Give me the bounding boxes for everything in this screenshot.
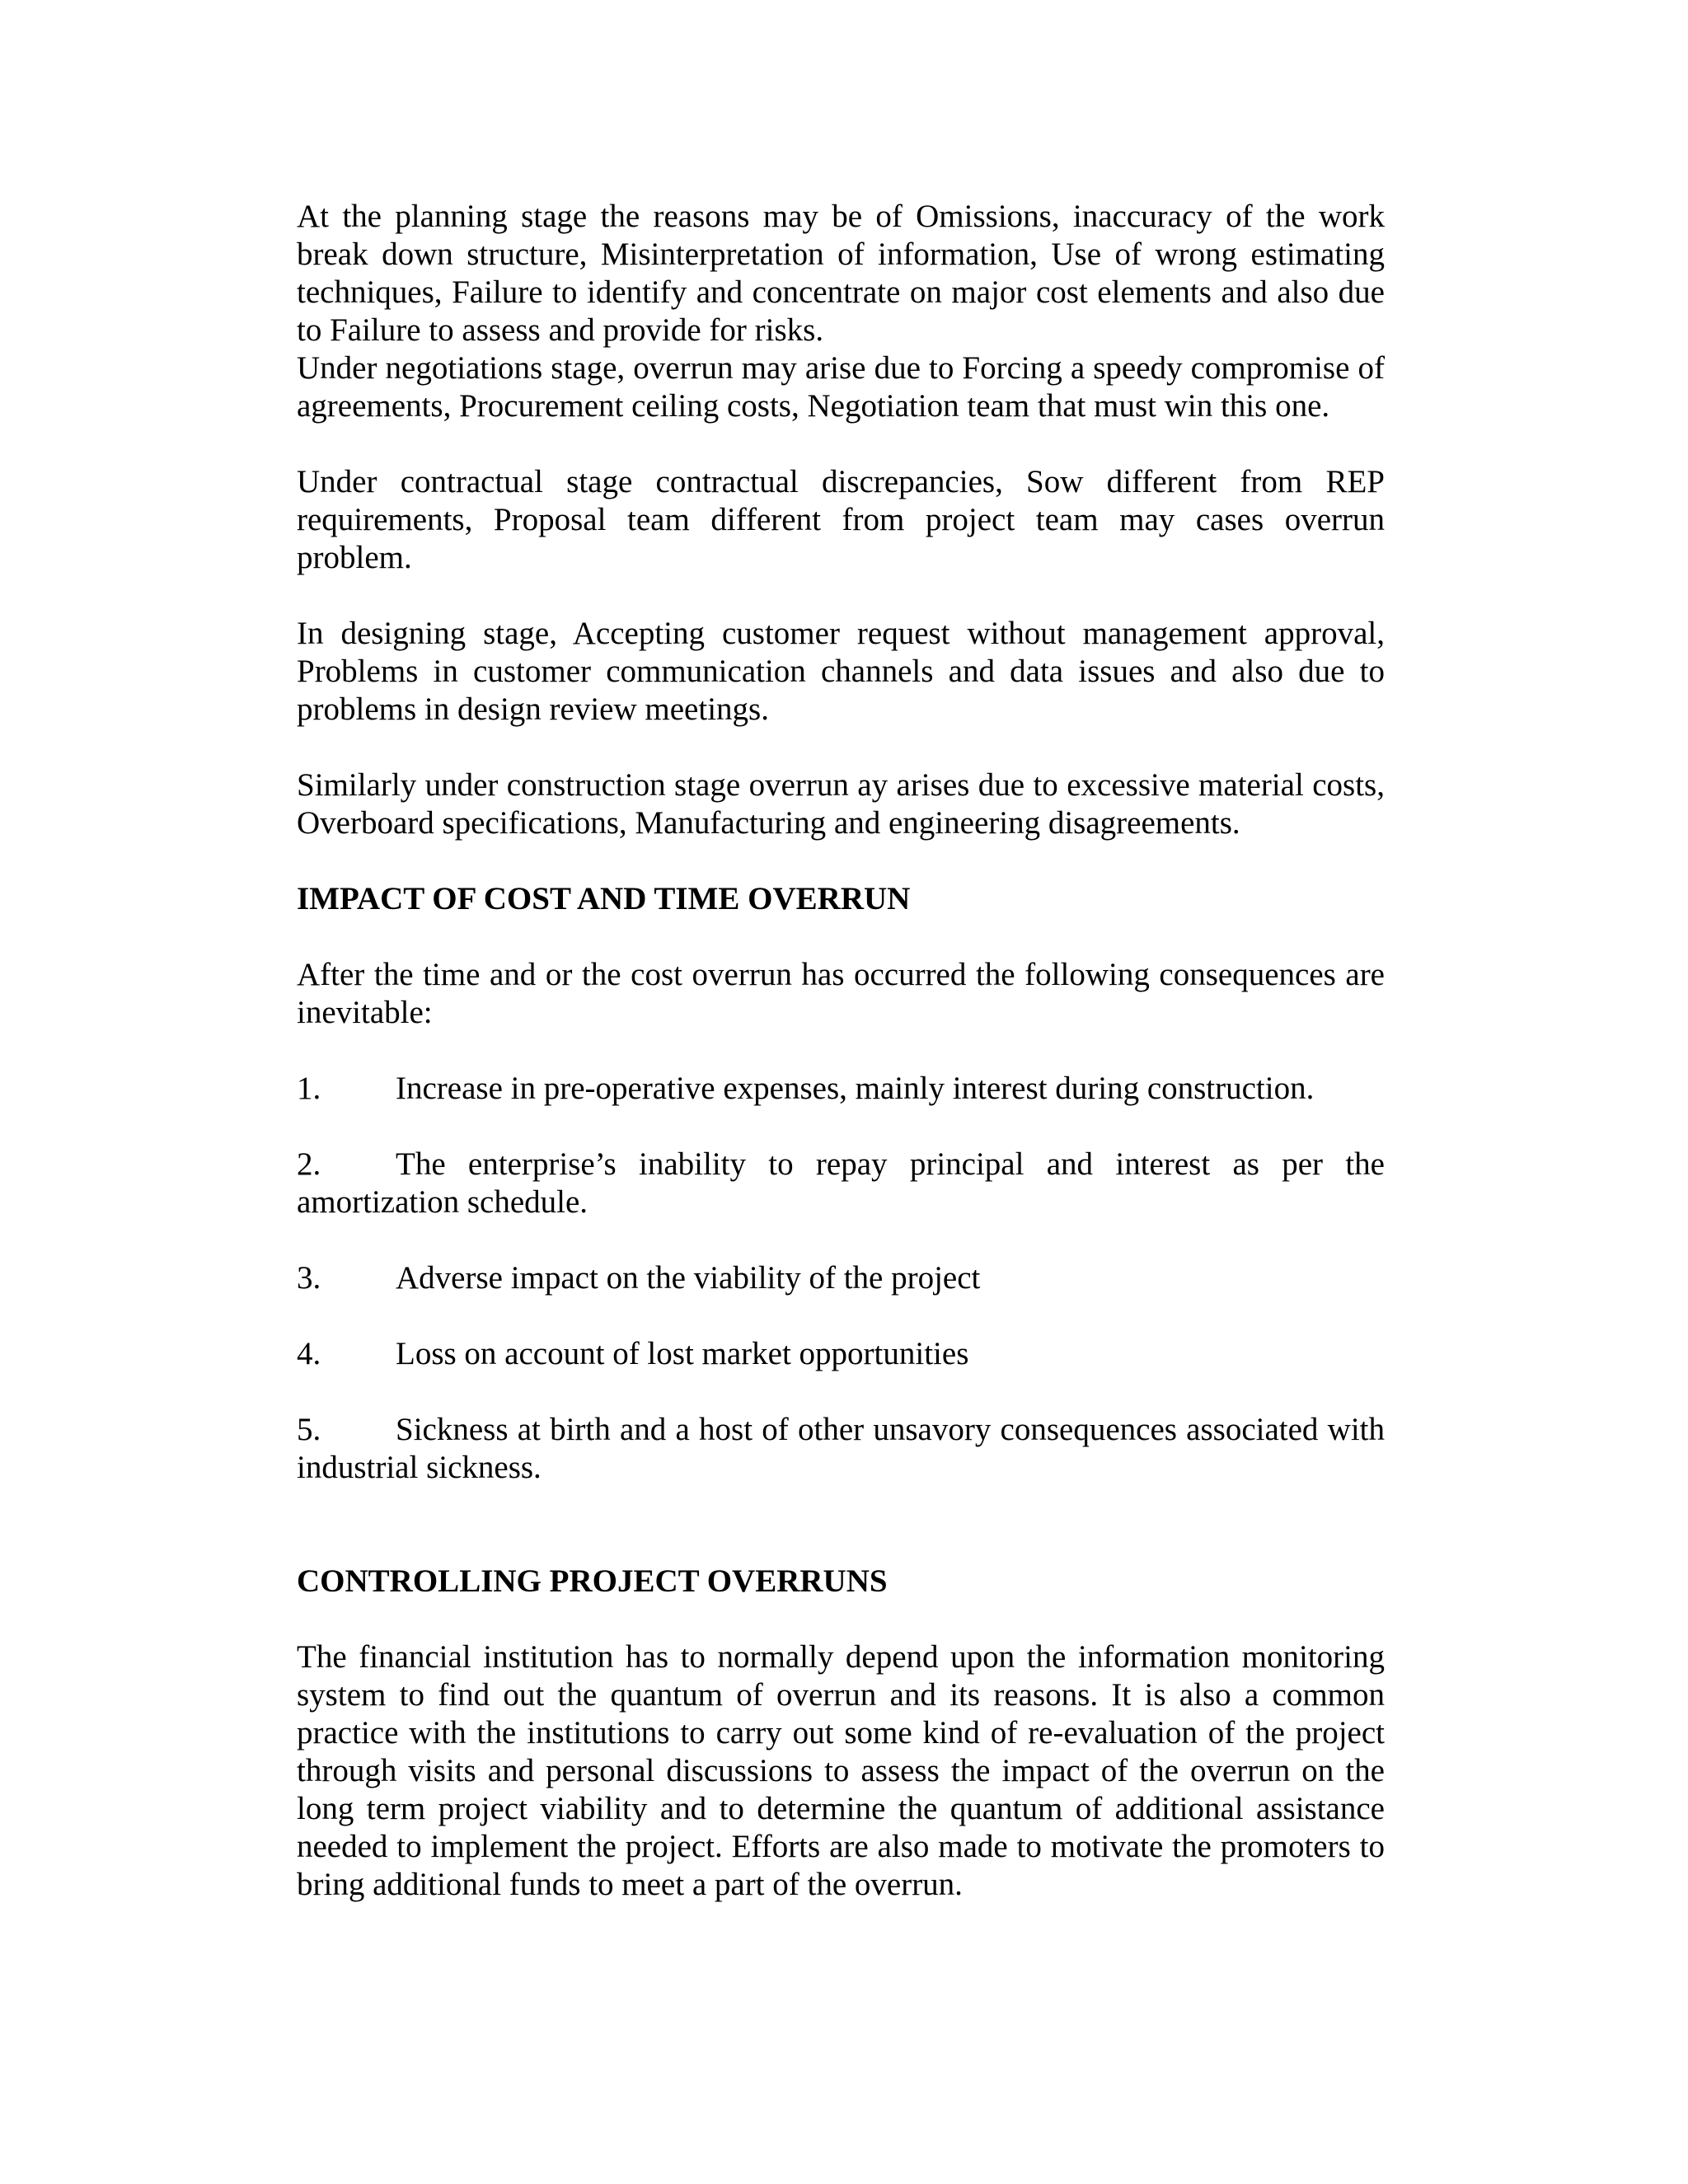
paragraph-negotiations-stage: Under negotiations stage, overrun may arise due to Forcing a speedy compromise of agreements, Procurement ceiling costs, Negotiation team that must win this one. (297, 350, 1385, 424)
paragraph-construction-stage: Similarly under construction stage overrun ay arises due to excessive material costs, Overboard specifications, Manufacturing and engineering disagreements. (297, 767, 1385, 841)
consequence-item-3 (297, 1259, 1385, 1297)
consequence-item-2 (297, 1146, 1385, 1221)
document-body (297, 198, 1385, 1904)
list-text: Sickness at birth and a host of other unsavory consequences associated with industrial sickness. (297, 1412, 1385, 1485)
controlling-heading: CONTROLLING PROJECT OVERRUNS (297, 1563, 888, 1599)
consequence-item-4 (297, 1335, 1385, 1373)
list-text: Loss on account of lost market opportunities (396, 1336, 969, 1371)
list-text: Adverse impact on the viability of the project (396, 1260, 981, 1296)
list-text: The enterprise’s inability to repay principal and interest as per the amortization schedule. (297, 1146, 1385, 1220)
consequence-item-1 (297, 1070, 1385, 1108)
controlling-body: The financial institution has to normally depend upon the information monitoring system to find out the quantum of overrun and its reasons. It is also a common practice with the institutions to carry out some kind of re-evaluation of the project through visits and personal discussions to assess the impact of the overrun on the long term project viability and to determine the quantum of additional assistance needed to implement the project. Efforts are also made to motivate the promoters to bring additional funds to meet a part of the overrun. (297, 1639, 1385, 1902)
impact-heading: IMPACT OF COST AND TIME OVERRUN (297, 881, 911, 916)
list-number: 2. (297, 1146, 321, 1182)
impact-intro: After the time and or the cost overrun has occurred the following consequences are inevitable: (297, 957, 1385, 1030)
paragraph-planning-stage: At the planning stage the reasons may be of Omissions, inaccuracy of the work break down structure, Misinterpretation of information, Use of wrong estimating techniques, Failure to identify and concentrate on major cost elements and also due to Failure to assess and provide for risks. (297, 199, 1385, 348)
list-text: Increase in pre-operative expenses, mainly interest during construction. (396, 1071, 1315, 1106)
list-number: 3. (297, 1260, 321, 1296)
list-number: 5. (297, 1412, 321, 1447)
consequence-item-5 (297, 1411, 1385, 1487)
list-number: 1. (297, 1071, 321, 1106)
list-number: 4. (297, 1336, 321, 1371)
paragraph-designing-stage: In designing stage, Accepting customer request without management approval, Problems in customer communication channels and data issues and also due to problems in design review meetings. (297, 616, 1385, 727)
paragraph-contractual-stage: Under contractual stage contractual discrepancies, Sow different from REP requirements, Proposal team different from project team may cases overrun problem. (297, 464, 1385, 575)
